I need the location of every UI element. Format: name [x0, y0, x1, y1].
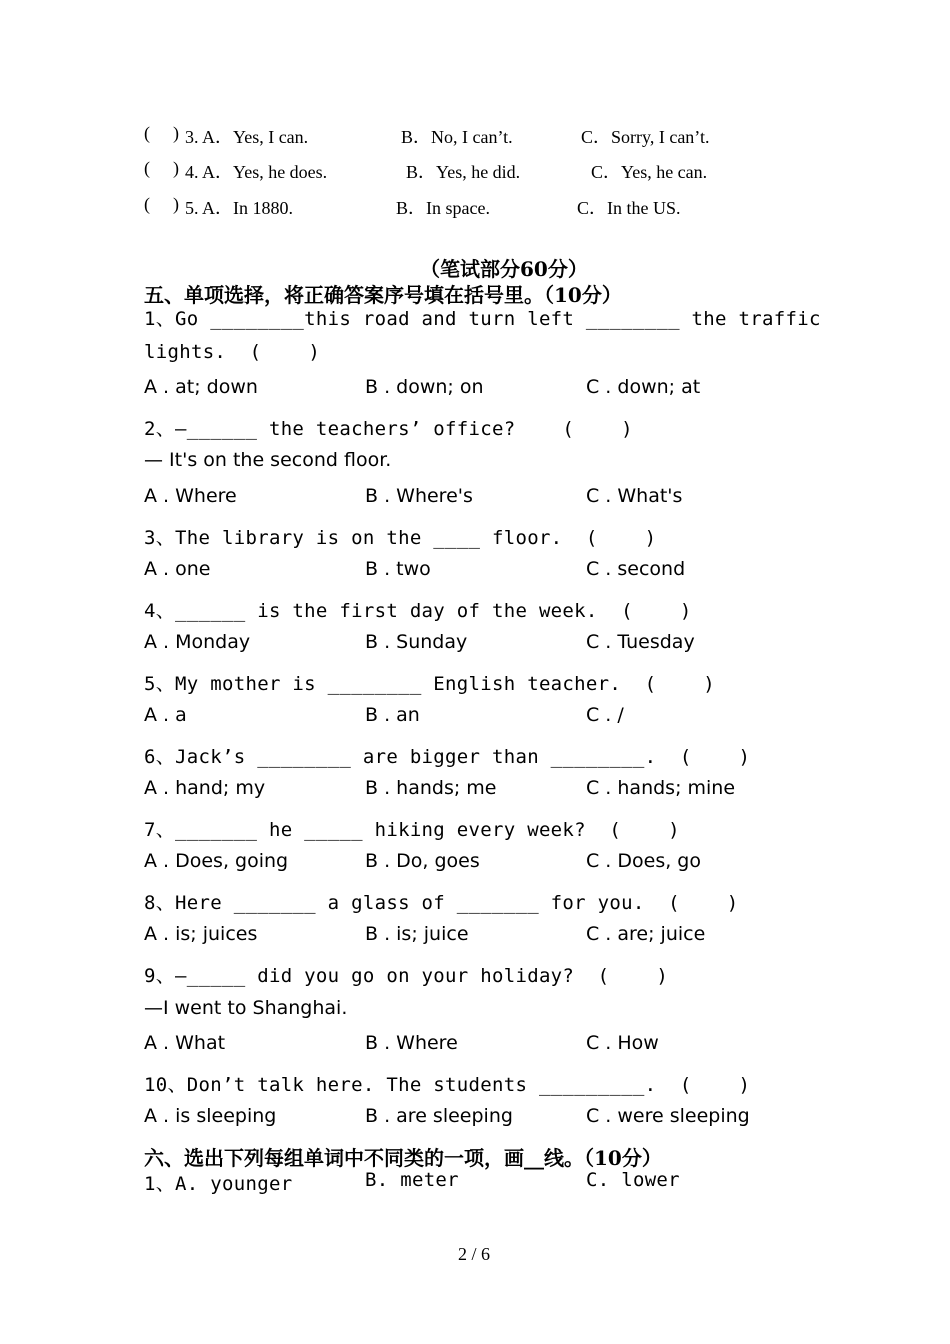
option-c: C . / [586, 704, 624, 726]
option-a: A . a [144, 704, 187, 726]
option-b: B．In space. [396, 198, 490, 218]
option-b: B . are sleeping [365, 1105, 513, 1127]
answer-paren-close: ) [173, 194, 179, 214]
answer-paren-open: ( [144, 123, 150, 143]
question-text: 6、Jack’s ________ are bigger than ________. ( ) [144, 746, 751, 768]
option-b: B . an [365, 704, 420, 726]
dialog-response: — It's on the second floor. [144, 449, 392, 471]
option-c: C. lower [586, 1169, 680, 1191]
option-c: C . What's [586, 485, 683, 507]
option-c: C . hands; mine [586, 777, 736, 799]
question-text: 3、The library is on the ____ floor. ( ) [144, 527, 657, 549]
question-text: 9、—_____ did you go on your holiday? ( ) [144, 965, 669, 987]
option-a: A . is sleeping [144, 1105, 277, 1127]
option-b: B . two [365, 558, 431, 580]
option-a: 3. A．Yes, I can. [185, 127, 309, 147]
option-c: C . were sleeping [586, 1105, 750, 1127]
section5-title: 五、单项选择，将正确答案序号填在括号里。（10分） [144, 283, 622, 307]
answer-paren-close: ) [173, 123, 179, 143]
answer-paren-open: ( [144, 194, 150, 214]
question-text: 5、My mother is ________ English teacher. ( ) [144, 673, 716, 695]
option-b: B . Where [365, 1032, 458, 1054]
question-text: 7、_______ he _____ hiking every week? ( ) [144, 819, 680, 841]
question-text: 1、Go ________this road and turn left ________ the traffic [144, 308, 821, 330]
option-c: C . Does, go [586, 850, 701, 872]
option-c: C . second [586, 558, 686, 580]
option-b: B . down; on [365, 376, 484, 398]
option-c: C．In the US. [577, 198, 681, 218]
option-b: B．Yes, he did. [406, 162, 521, 182]
option-a: 4. A．Yes, he does. [185, 162, 328, 182]
question-text: 8、Here _______ a glass of _______ for you. ( ) [144, 892, 739, 914]
option-a: A . Where [144, 485, 237, 507]
option-b: B . is; juice [365, 923, 469, 945]
section6-title: 六、选出下列每组单词中不同类的一项，画__线。（10分） [144, 1146, 662, 1170]
option-c: C．Sorry, I can’t. [581, 127, 710, 147]
option-a: A . at; down [144, 376, 258, 398]
option-c: C . down; at [586, 376, 701, 398]
option-a: A . What [144, 1032, 226, 1054]
option-b: B . hands; me [365, 777, 497, 799]
option-b: B．No, I can’t. [401, 127, 513, 147]
option-a: A . is; juices [144, 923, 258, 945]
written-part-title: （笔试部分60分） [420, 257, 588, 281]
option-a: A . hand; my [144, 777, 266, 799]
option-b: B . Where's [365, 485, 473, 507]
option-b: B . Sunday [365, 631, 468, 653]
answer-paren-close: ) [173, 158, 179, 178]
page-number: 2 / 6 [458, 1244, 491, 1264]
question-text: 2、—______ the teachers’ office? ( ) [144, 418, 633, 440]
option-b: B . Do, goes [365, 850, 480, 872]
question-text: 10、Don’t talk here. The students _________. ( ) [144, 1074, 751, 1096]
question-text: 4、______ is the first day of the week. ( ) [144, 600, 692, 622]
option-a: A . one [144, 558, 211, 580]
option-b: B. meter [365, 1169, 459, 1191]
option-c: C . are; juice [586, 923, 706, 945]
option-a: 5. A．In 1880. [185, 198, 293, 218]
question-text-cont: lights. ( ) [144, 341, 321, 363]
option-c: C．Yes, he can. [591, 162, 708, 182]
option-c: C . How [586, 1032, 659, 1054]
option-c: C . Tuesday [586, 631, 695, 653]
option-a: 1、A. younger [144, 1173, 293, 1195]
option-a: A . Monday [144, 631, 251, 653]
answer-paren-open: ( [144, 158, 150, 178]
dialog-response: —I went to Shanghai. [144, 997, 348, 1019]
option-a: A . Does, going [144, 850, 289, 872]
